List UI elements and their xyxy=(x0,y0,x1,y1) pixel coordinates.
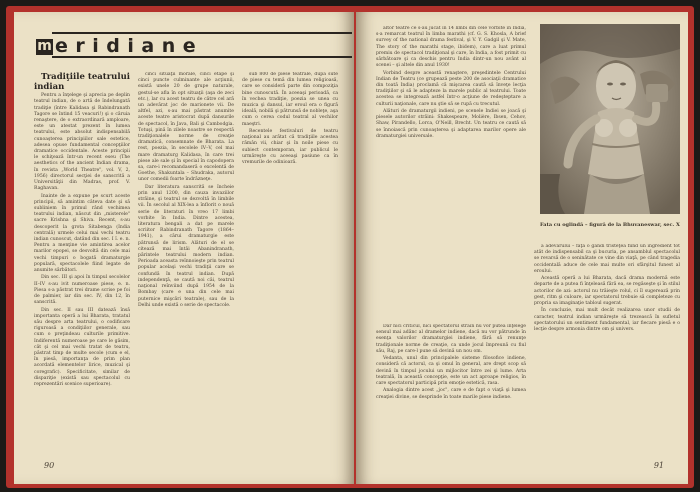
paragraph: Vedanta, unul din principalele sisteme filosofice indiene, consideră că actorul, ca şi omul în general, are drept scop să devină în timpul jocului un mijlocitor între zei şi lume. Arta teatrală, în această concepţie, este un act aproape religios, în care spectatorul participă prin emoţie estetică, rasa. xyxy=(376,356,526,387)
paragraph: Dar nici criticul, nici spectatorul străin nu vor putea înţelege sensul mai adânc al dramelor indiene, dacă nu vor pătrunde în esenţa valorilor dramaturgiei indiene, fără să renunţe tradiţionale norme de creaţie, ca unde jocul împreună cu fiul său, Raj, pe care-l pune să devină un nou om. xyxy=(376,324,526,354)
paragraph: Dar literatura sanscrită se încheie prin anul 1200, din cauza invaziilor străine, şi teatrul se dezvoltă în limbile vii. În secolul al XIX-lea a înflorit o nouă serie de literaturi în vreo 17 limbi vorbite în India. Dintre acestea, literatura bengali a dat pe marele scriitor Rabindranath Tagore (1864–1941), a cărui dramaturgie este pătrunsă de lirism. Alături de el se citează mai întâi Abanindranath, părintele teatrului modern indian. Perioada aceasta reînnoieşte prin teatrul popular acelaşi vechi tradiţii care se confundă în teatrul indian. După independenţă, se caută noi căi, teatrul naţional reînviind după 1954 de la Bombay (care e una din cele mai puternice mişcări teatrale), sau de la Delhi unde există o serie de spectacole. xyxy=(138,184,234,308)
paragraph: Din sec. III şi apoi în timpul secolelor II–IV s-au ivit numeroase piese, e. n. Piesa s-a păstrat trei drame scrise pe foi de palmier, iar din sec. IV, din 12, în sanscrită. xyxy=(34,275,130,306)
sculpture-photo xyxy=(540,24,680,214)
paragraph: Vorbind despre această renaştere, preşedintele Centrului Indian de Teatru (ce grupează peste 200 de asociaţii dramatice din toată India) proclamă că mişcarea caută să înveţe lecţia tradiţiilor şi să le adapteze la marele public al teatrului. Toate acestea se integrează astfel într-o acţiune de redeşteptare a culturii naţionale, care nu ştie să se rupă cu trecutul. xyxy=(376,70,526,107)
page-number-left: 90 xyxy=(44,461,55,470)
article-title: Tradiţiile teatrului indian xyxy=(34,72,130,92)
paragraph: Această operă a lui Bharata, dacă drama modernă este departe de a putea fi înţeleasă fără ea, se regăseşte şi în stilul actorilor de azi: actorul nu trăieşte rolul, ci îl sugerează prin gest, ritm şi culoare, iar spectatorul trebuie să completeze cu propria sa imaginaţie tabloul sugerat. xyxy=(534,276,680,307)
paragraph: Pentru a înţelege şi aprecia pe deplin teatrul indian, de o artă de îndelungată tradiţie (între Kalidasa şi Rabindranath Tagore se întind 15 veacuri!) şi o căruia renaştere, de o extraordinară amploare, este un atestat prezent în lumea teatrului, este absolut indispensabilă cunoaşterea principiilor sale estetice, adesea opuse fundamental concepţiilor dramatice occidentale. Aceste principii le schiţează într-un recent eseu (The aesthetics of the ancient Indian drama, în revista „World Theatre", vol. V, 2, 1956) directorul secţiei de sanscrită a Universităţii din Madras, prof. V. Raghavan. xyxy=(34,93,130,192)
right-column-1 xyxy=(376,26,526,316)
paragraph: altor teatre ce s-au jucat în 14 limbi din cele vorbite în India, s-a remarcat teatrul în limba marathi (cf. G. S. Khosla, A brief survey of the national drama festival, şi V. Y. Gadgil şi V. Mate, The story of the marathi stage, ibidem), care a luat primul premiu de spectacol tradiţional şi care, în India, a fost primit cu sărbătoare şi ca deschis pentru India dintr-un nou avânt al scenei – şi altele din anul 1930! xyxy=(376,26,526,69)
right-column-2 xyxy=(376,324,526,464)
magazine-spread xyxy=(6,6,694,488)
right-page xyxy=(356,12,688,484)
paragraph: Alături de dramaturgii indieni, pe scenele Indiei se joacă şi piesele autorilor străini: Shakespeare, Molière, Ibsen, Cehov, Shaw, Pirandello, Lorca, O'Neill, Brecht. Un teatru ce caută să se înnoiască prin cunoaşterea şi adaptarea marilor opere ale dramaturgiei universale. xyxy=(376,109,526,139)
left-column-3 xyxy=(242,72,338,467)
paragraph: Recentele festivaluri de teatru naţional au arătat că tradiţiile acestea rămân vii, chiar şi în noile piese cu subiect contemporan, iar publicul le urmăreşte cu aceeaşi pasiune ca în vremurile de odinioară. xyxy=(242,129,338,166)
masthead-initial: m xyxy=(37,38,52,54)
paragraph: În concluzie, mai mult decât realizarea unor studii de caracter, teatrul indian urmăreşte să trezească în sufletul spectatorului un sentiment fundamental, iar fiecare piesă e o lecţie despre armonia dintre om şi univers. xyxy=(534,308,680,333)
paragraph: Din sec. II sau III datează însă importanta operă a lui Bharata, tratatul său despre arta teatrului, o codificare riguroasă a condiţiilor generale, sau cum o preţindeau culturile primitive. Indiferentă numeroase pe care le găsim, cât şi cel mai vechi tratat de teatru, păstrat timp de multe secole (cum e el, în piesă, importanţa de prim plan acordată elementelor lirice, muzical şi coregrafic). Specificitate, similar de dispariţie (există sau spectacolul cu reprezentări scenice superioare). xyxy=(34,307,130,388)
left-column-2 xyxy=(138,72,234,467)
paragraph: Analogia dintre acest „joc", care e de fapt o viaţă şi lumea creaţiei divine, se desprinde în toate marile piese indiene. xyxy=(376,388,526,400)
paragraph: sub 800 de piese teatrale, după sute de piese cu temă din lumea religioasă, care se consideră parte din compoziţia bine cunoscută. În aceeaşi perioadă, ca în vechea tradiţie, poezia se unea cu muzica şi dansul, iar eroul era o figură ideală, nobilă şi pătrunsă de nobleţe, aşa cum o cerea codul teatral al vechilor maeştri. xyxy=(242,72,338,127)
masthead-title: eridiane xyxy=(55,35,204,57)
photo-caption: Fata cu oglindă – figură de la Bhuvaneswar, sec. X xyxy=(540,222,680,228)
paragraph: Inainte de a expune pe scurt aceste principii, să amintim câteva date şi să subliniem în primul rând vechimea teatrului indian, născut din „misterele" sacre Krishna şi Shiva. Recent, s-au descoperit la grota Sitabenga (India centrală) urmele celui mai vechi teatru indian cunoscut, datând din sec. I î. e. n. Pentru a menţine vie amintirea acelor marilor epopei, se desvoltă din cele mai vechi timpuri o bogată dramaturgie populară, spectacolele fiind legate de anumite sărbători. xyxy=(34,193,130,274)
left-page xyxy=(14,12,354,484)
page-number-right: 91 xyxy=(653,461,664,470)
right-column-3 xyxy=(534,244,680,464)
left-column-1 xyxy=(34,72,130,467)
sculpture-illustration xyxy=(540,24,680,214)
paragraph: a adevărului – faţă o gândi tristeţea fiind un ingredient tot atât de indispensabil ca şi bucuria, pe ansamblul spectacolul se revarsă de o seninătate ce vine din viaţă, pe când tragedia occidentală aduce de cele mai multe ori sfârşitul funest al eroului. xyxy=(534,244,680,274)
paragraph: cinci situaţii morale, cinci etape şi cinci puncte culminante ale acţiunii, există unele 20 de grupe naturale, gestul-se afla în opt situaţii (aşa de zeci etc.), lar cu acest teatru de către cel ară un adevărat joc de marionete vii. De altfel, azi, s-au mai păstrat anumite aceste teatre aristocrat după dansurile de spectacol, în Java, Bali şi Cambodgia. Totuşi, pină în zilele noastre se respectă tradiţionalele norme de creaţie dramatică, consemnate de Bharata. La rest, poezia, în secolele IV–V, cel mai mare dramaturg Kalidasa, în care trei piese ale sale şi în special în capodopera sa, care-i recomandaseră o excelentă de Goethe, Shakuntala – Shudraka, autorul unor comedii foarte îndrăzneţe. xyxy=(138,72,234,183)
